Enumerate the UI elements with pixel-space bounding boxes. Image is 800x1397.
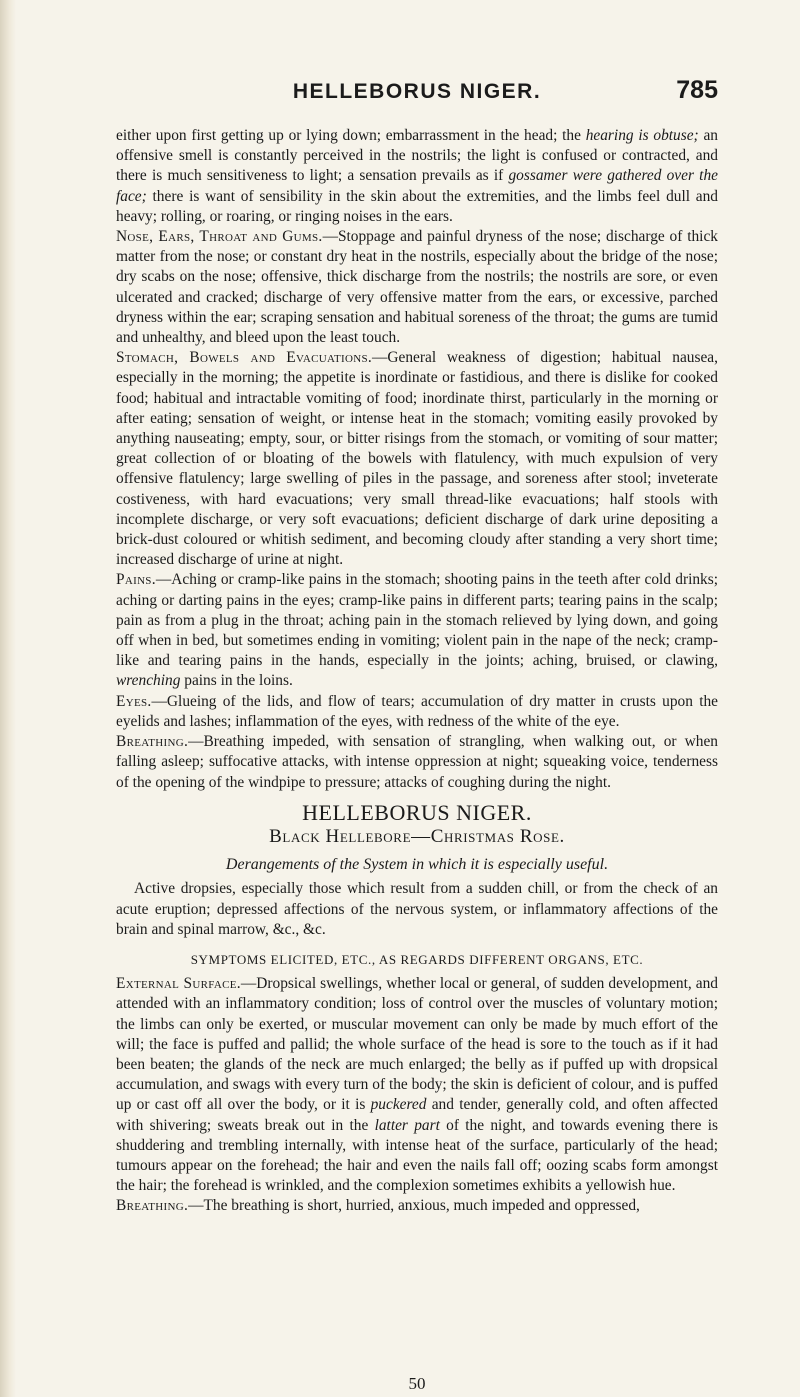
paragraph-pains: Pains.—Aching or cramp-like pains in the stomach; shooting pains in the teeth after cold drinks; aching or darting pains in the eyes; cramp-like pains in different parts; tearing pains in the scalp; pain as from a plug in the throat; aching pain in the stomach relieved by lying down, and going off when in bed, but sometimes ending in vomiting; violent pain in the nape of the neck; cramp-like and tearing pains in the hands, especially in the joints; aching, bruised, or clawing, wrenching pains in the loins. [116, 571, 718, 690]
running-head [116, 76, 718, 104]
symptoms-heading: SYMPTOMS ELICITED, ETC., AS REGARDS DIFFERENT ORGANS, ETC. [190, 951, 644, 967]
paragraph-nose: Nose, Ears, Throat and Gums.—Stoppage and painful dryness of the nose; discharge of thick matter from the nose; or constant dry heat in the nostrils, especially about the bridge of the nose; dry scabs on the nose; offensive, thick discharge from the nostrils; the nostrils are sore, or even ulcerated and cracked; discharge of very offensive matter from the ears, or excessive, parched dryness within the ear; scraping sensation and habitual soreness of the throat; the gums are tumid and unhealthy, and bleed upon the least touch. [116, 228, 718, 347]
paragraph-active-dropsies: Active dropsies, especially those which result from a sudden chill, or from the check of an acute eruption; depressed affections of the nervous system, or inflammatory affections of the brain and spinal marrow, &c., &c. [116, 880, 718, 938]
signature-mark: 50 [408, 1374, 426, 1393]
page-body [116, 126, 718, 1217]
derangements-heading: Derangements of the System in which it is especially useful. [225, 856, 609, 874]
remedy-title: HELLEBORUS NIGER. [302, 799, 532, 825]
section-heading: Stomach, Bowels and Evacuations. [116, 349, 373, 367]
section-heading: Pains. [116, 571, 156, 589]
paragraph-head-symptoms: either upon first getting up or lying down; embarrassment in the head; the hearing is obtuse; an offensive smell is constantly perceived in the nostrils; the light is confused or contracted, and there is much sensitiveness to light; a sensation prevails as if gossamer were gathered over the face; there is want of sensibility in the skin about the extremities, and the limbs feel dull and heavy; rolling, or roaring, or ringing noises in the ears. [116, 127, 718, 225]
paragraph-stomach: Stomach, Bowels and Evacuations.—General weakness of digestion; habitual nausea, especially in the morning; the appetite is inordinate or fastidious, and there is dislike for cooked food; habitual and intractable vomiting of food; inordinate thirst, particularly in the morning or after eating; sensation of weight, or intense heat in the stomach; vomiting easily provoked by anything nauseating; empty, sour, or bitter risings from the stomach, or vomiting of sour matter; great collection of or bloating of the bowels with flatulency, with much expulsion of very offensive flatulency; large swelling of piles in the passage, and soreness after stool; inveterate costiveness, with hard evacuations; very small thread-like evacuations; half stools with incomplete discharge, or very soft evacuations; deficient discharge of dark urine depositing a brick-dust coloured or whitish sediment, and becoming cloudy after standing a very short time; increased discharge of urine at night. [116, 349, 718, 569]
section-heading: External Surface. [116, 975, 241, 993]
running-title: HELLEBORUS NIGER. [292, 80, 542, 103]
paragraph-breathing-2: Breathing.—The breathing is short, hurried, anxious, much impeded and oppressed, [116, 1197, 640, 1215]
page-number: 785 [676, 76, 718, 104]
paragraph-breathing: Breathing.—Breathing impeded, with sensation of strangling, when walking out, or when falling asleep; suffocative attacks, with intense oppression at night; squeaking voice, tenderness of the opening of the windpipe to pressure; attacks of coughing during the night. [116, 733, 718, 791]
section-heading: Eyes. [116, 692, 152, 710]
book-spine-shadow [0, 0, 16, 1397]
section-heading: Breathing. [116, 1197, 189, 1215]
remedy-subtitle: Black Hellebore—Christmas Rose. [269, 825, 565, 847]
paragraph-external-surface: External Surface.—Dropsical swellings, whether local or general, of sudden development, and attended with an inflammatory condition; loss of control over the muscles of voluntary motion; the limbs can only be exerted, or muscular movement can only be made by much effort of the will; the face is puffed and pallid; the whole surface of the head is sore to the touch as if it had been beaten; the glands of the neck are much enlarged; the belly as if puffed up with dropsical accumulation, and swags with every turn of the body; the skin is deficient of colour, and is puffed up or cast off all over the body, or it is puckered and tender, generally cold, and often affected with shivering; sweats break out in the latter part of the night, and towards evening there is shuddering and trembling internally, with intense heat of the surface, particularly of the head; tumours appear on the forehead; the hair and even the nails fall off; oozing scabs form amongst the hair; the forehead is wrinkled, and the complexion sometimes exhibits a yellowish hue. [116, 975, 718, 1195]
paragraph-eyes: Eyes.—Glueing of the lids, and flow of tears; accumulation of dry matter in crusts upon the eyelids and lashes; inflammation of the eyes, with redness of the white of the eye. [116, 692, 718, 730]
section-heading: Nose, Ears, Throat and Gums. [116, 228, 323, 246]
section-heading: Breathing. [116, 733, 189, 751]
